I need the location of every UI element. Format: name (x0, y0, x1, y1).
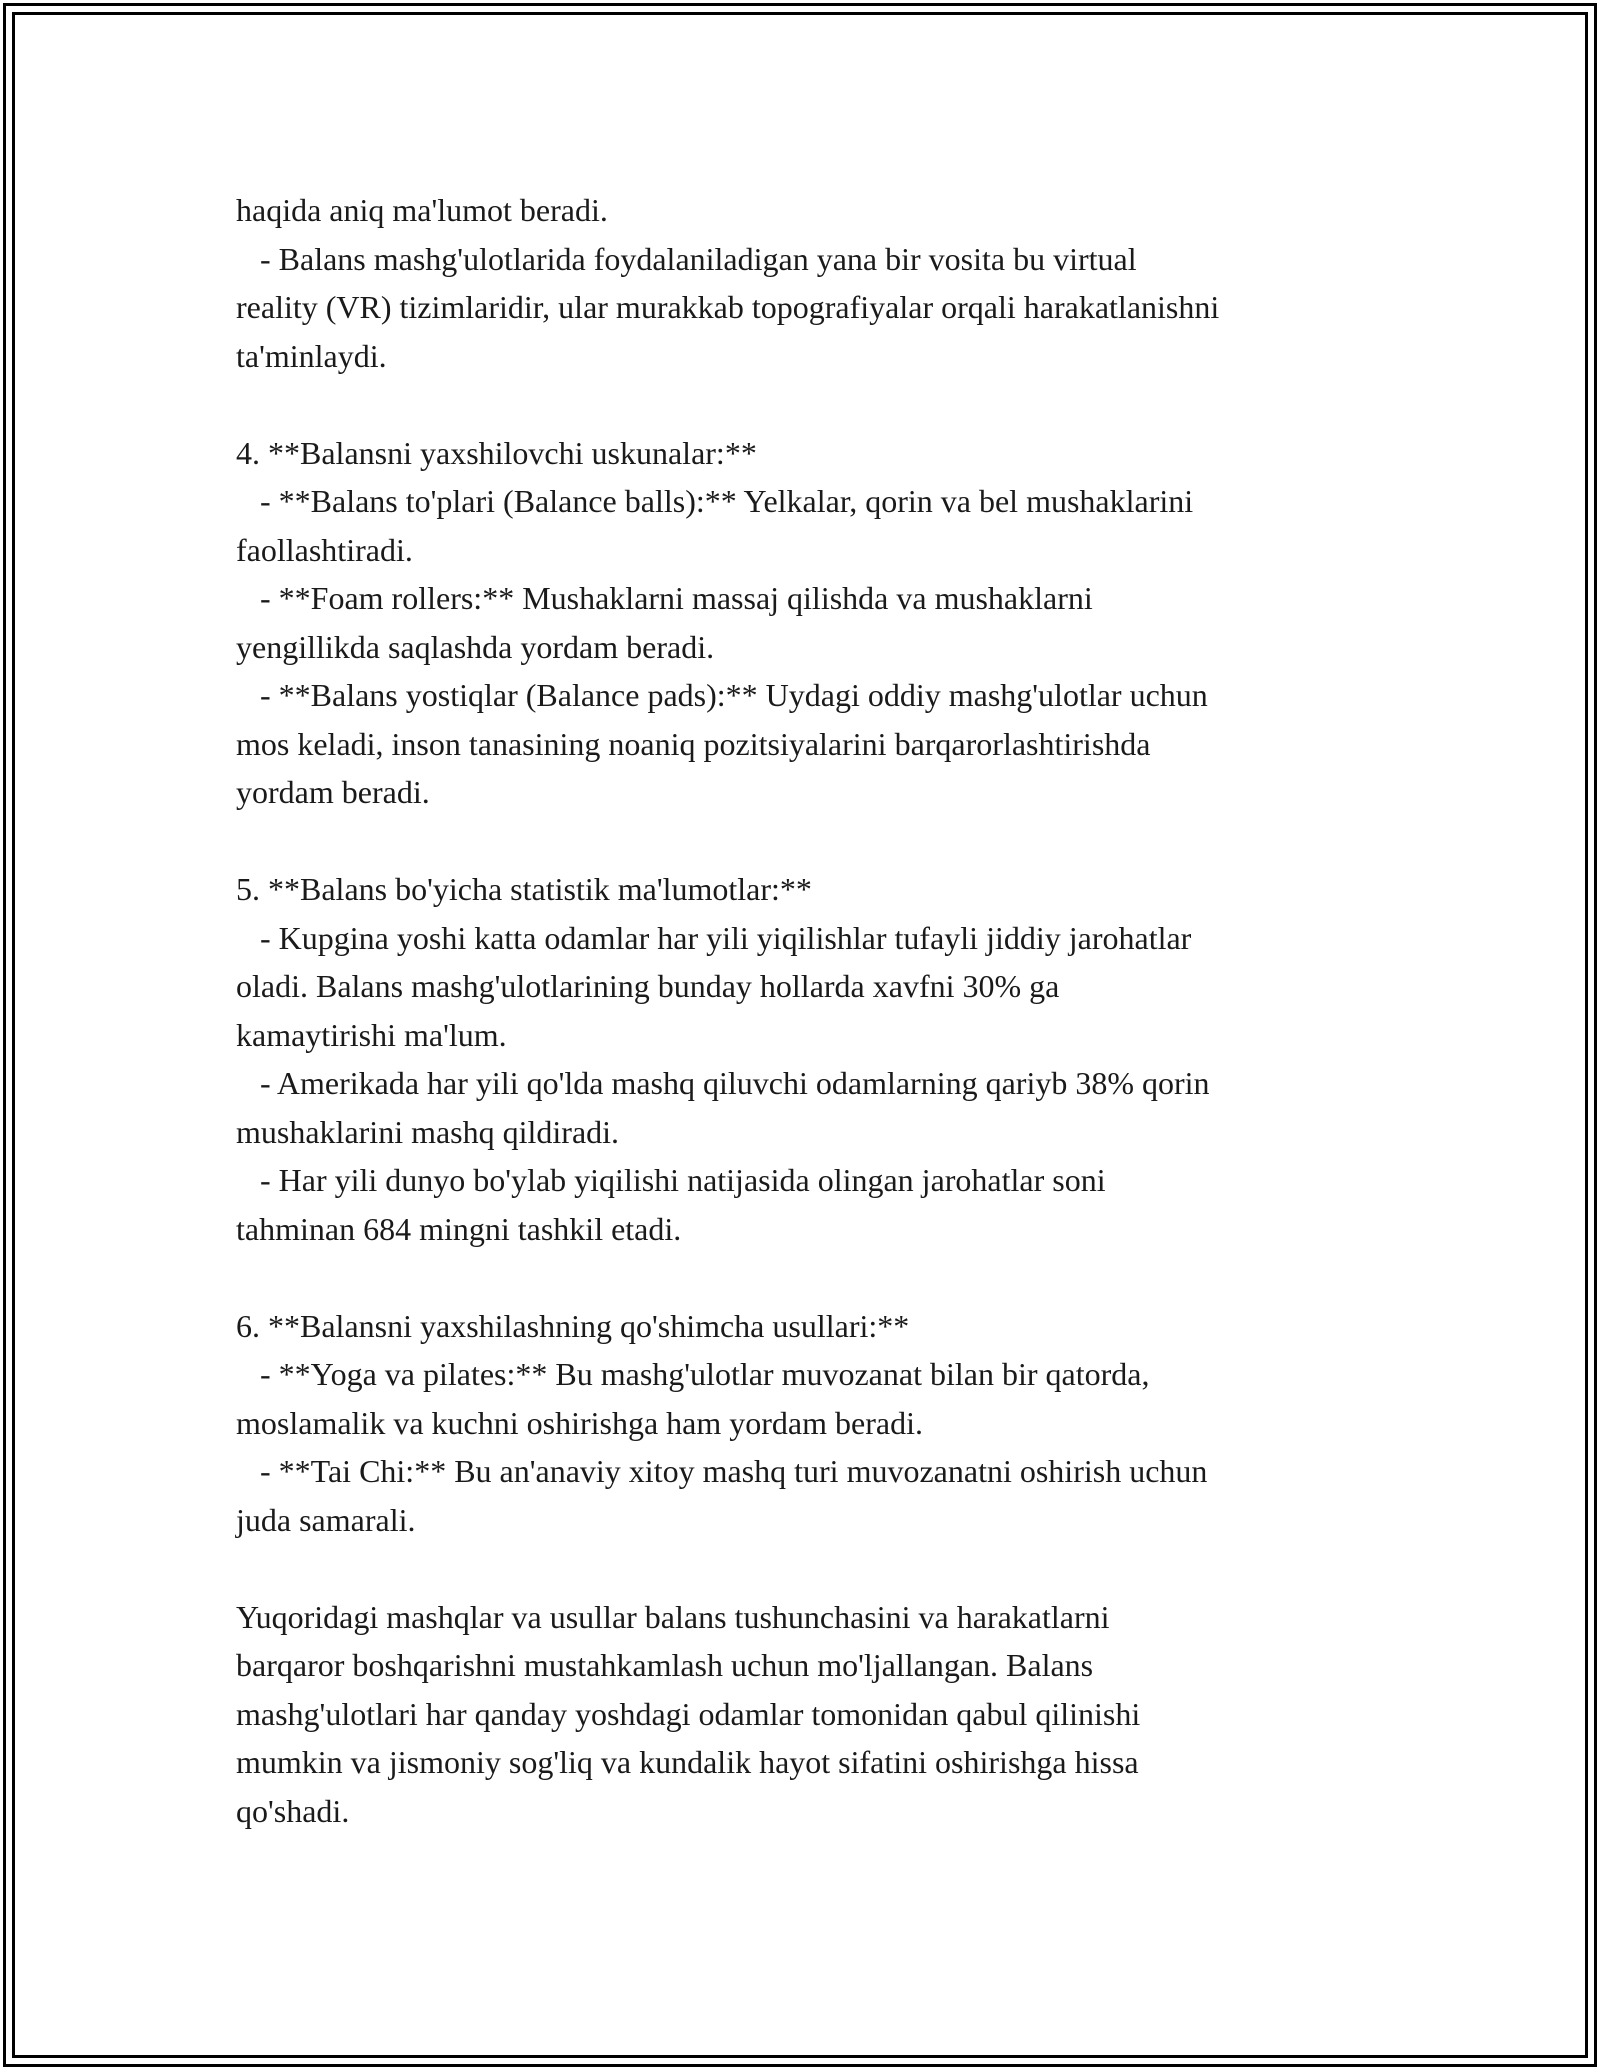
text-line: - **Balans yostiqlar (Balance pads):** Uydagi oddiy mashg'ulotlar uchun (236, 677, 1208, 713)
document-body (236, 186, 1386, 1835)
text-line: - Har yili dunyo bo'ylab yiqilishi natijasida olingan jarohatlar soni (236, 1162, 1106, 1198)
text-line: yengillikda saqlashda yordam beradi. (236, 628, 715, 665)
text-line: ta'minlaydi. (236, 337, 387, 374)
text-line: haqida aniq ma'lumot beradi. (236, 192, 608, 228)
text-line: moslamalik va kuchni oshirishga ham yordam beradi. (236, 1404, 923, 1441)
text-line: faollashtiradi. (236, 531, 413, 568)
text-line: - Balans mashg'ulotlarida foydalaniladigan yana bir vosita bu virtual (236, 240, 1137, 277)
text-line: yordam beradi. (236, 774, 430, 810)
text-line: 6. **Balansni yaxshilashning qo'shimcha usullari:** (236, 1307, 910, 1344)
text-line: Yuqoridagi mashqlar va usullar balans tushunchasini va harakatlarni (236, 1598, 1110, 1635)
blank-line (236, 1544, 1386, 1593)
text-line: tahminan 684 mingni tashkil etadi. (236, 1210, 682, 1247)
blank-line (236, 817, 1386, 866)
blank-line (236, 1253, 1386, 1302)
text-line: qo'shadi. (236, 1792, 350, 1829)
text-line: mashg'ulotlari har qanday yoshdagi odamlar tomonidan qabul qilinishi (236, 1695, 1141, 1732)
text-line: 5. **Balans bo'yicha statistik ma'lumotlar:** (236, 871, 812, 907)
text-line: barqaror boshqarishni mustahkamlash uchun mo'ljallangan. Balans (236, 1647, 1094, 1683)
text-line: mumkin va jismoniy sog'liq va kundalik hayot sifatini oshirishga hissa (236, 1744, 1139, 1780)
text-line: mushaklarini mashq qildiradi. (236, 1113, 620, 1150)
text-line: - **Yoga va pilates:** Bu mashg'ulotlar muvozanat bilan bir qatorda, (236, 1356, 1150, 1392)
text-line: kamaytirishi ma'lum. (236, 1016, 507, 1053)
text-line: - **Balans to'plari (Balance balls):** Yelkalar, qorin va bel mushaklarini (236, 483, 1194, 519)
text-line: reality (VR) tizimlaridir, ular murakkab topografiyalar orqali harakatlanishni (236, 289, 1220, 325)
text-line: - **Tai Chi:** Bu an'anaviy xitoy mashq turi muvozanatni oshirish uchun (236, 1453, 1208, 1489)
text-line: - Amerikada har yili qo'lda mashq qiluvchi odamlarning qariyb 38% qorin (236, 1065, 1210, 1101)
text-line: juda samarali. (236, 1501, 416, 1538)
blank-line (236, 380, 1386, 429)
text-line: 4. **Balansni yaxshilovchi uskunalar:** (236, 434, 757, 471)
text-line: oladi. Balans mashg'ulotlarining bunday hollarda xavfni 30% ga (236, 968, 1060, 1004)
text-line: - Kupgina yoshi katta odamlar har yili yiqilishlar tufayli jiddiy jarohatlar (236, 919, 1192, 956)
text-line: mos keladi, inson tanasining noaniq pozitsiyalarini barqarorlashtirishda (236, 725, 1151, 762)
text-line: - **Foam rollers:** Mushaklarni massaj qilishda va mushaklarni (236, 580, 1093, 616)
